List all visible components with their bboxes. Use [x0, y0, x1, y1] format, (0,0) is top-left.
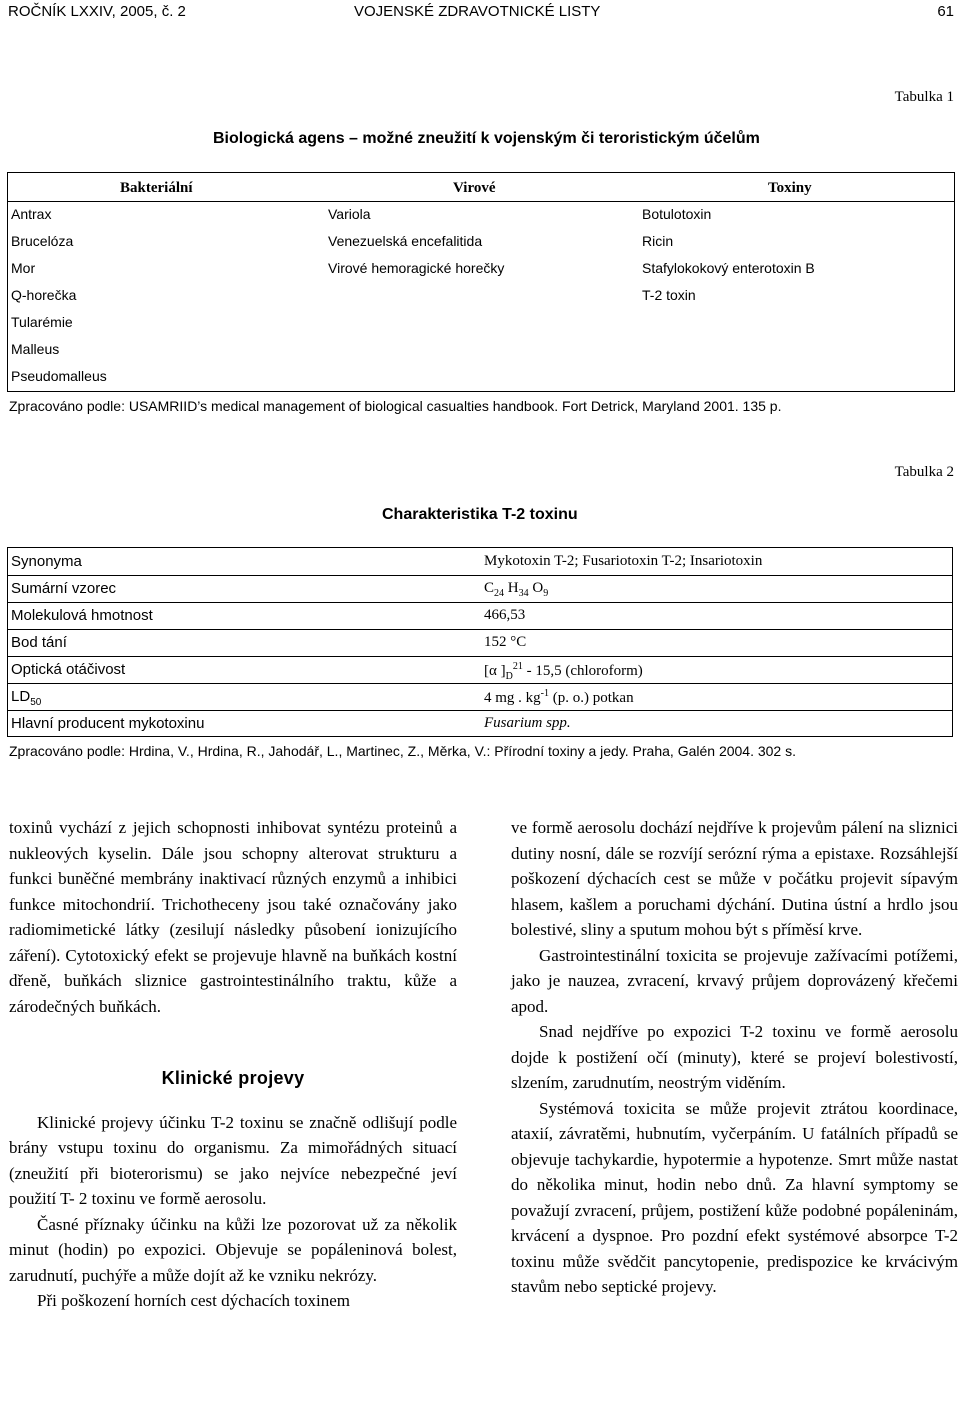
- table1-cell: Mor: [11, 260, 36, 276]
- ld-label: LD: [11, 688, 31, 705]
- rotation-symbol: [α ]: [484, 663, 506, 679]
- table1-label: Tabulka 1: [894, 89, 954, 105]
- table1-header-viral: Virové: [453, 180, 496, 196]
- table1-cell: Antrax: [11, 206, 52, 222]
- table2-row-rule: [8, 575, 952, 576]
- table1-source-note: Zpracováno podle: USAMRIID’s medical management of biological casualties handbook. Fort Detrick, Maryland 2001. 135 p.: [9, 398, 782, 414]
- table2-row-rule: [8, 602, 952, 603]
- table2: [7, 547, 953, 737]
- table1-cell: Venezuelská encefalitida: [328, 233, 483, 249]
- table2-key: Optická otáčivost: [11, 661, 126, 678]
- dose-note: (p. o.) potkan: [549, 690, 634, 706]
- table1-cell: Ricin: [642, 233, 674, 249]
- formula-element: O: [532, 580, 544, 596]
- table2-value: Fusarium spp.: [484, 715, 571, 731]
- table1-header-bacterial: Bakteriální: [120, 180, 193, 196]
- paragraph: toxinů vychází z jejich schopnosti inhibovat syntézu proteinů a nukleových kyselin. Dále jsou schopny alterovat strukturu a funkci buněčné membrány inaktivací různých enzymů a inhibici funkce mitochondrií. Trichotheceny jsou také označovány jako radiomimetické látky (zesilují následky působení ionizujícího záření). Cytotoxický efekt se projevuje hlavně na buňkách kostní dřeně, buňkách sliznice gastrointestinálního traktu, kůže a zárodečných buňkách.: [9, 818, 457, 1016]
- section-heading: Klinické projevy: [161, 1068, 305, 1088]
- ld-subscript: 50: [30, 697, 42, 708]
- table1-cell: Stafylokokový enterotoxin B: [642, 260, 815, 276]
- table1-cell: Q-horečka: [11, 287, 77, 303]
- table1-title: Biologická agens – možné zneužití k vojenským či teroristickým účelům: [213, 130, 760, 147]
- table2-key-ld50: [11, 688, 41, 708]
- running-header-left: ROČNÍK LXXIV, 2005, č. 2: [8, 3, 186, 20]
- running-header-title: VOJENSKÉ ZDRAVOTNICKÉ LISTY: [354, 3, 601, 20]
- table2-row-rule: [8, 629, 952, 630]
- table2-row-rule: [8, 656, 952, 657]
- paragraph: Snad nejdříve po expozici T-2 toxinu ve formě aerosolu dojde k postižení očí (minuty), které se projeví bolestivostí, slzením, zarudnutím, neostrým viděním.: [511, 1022, 958, 1092]
- table1-header-toxins: Toxiny: [768, 180, 812, 196]
- table2-key: Synonyma: [11, 553, 82, 570]
- table1-cell: Botulotoxin: [642, 206, 712, 222]
- table2-key: Sumární vzorec: [11, 580, 117, 597]
- paragraph: Při poškození horních cest dýchacích toxinem: [37, 1291, 350, 1310]
- table1-cell: Pseudomalleus: [11, 368, 107, 384]
- paragraph: ve formě aerosolu dochází nejdříve k projevům pálení na sliznici dutiny nosní, dále se rozvíjí serózní rýma a epistaxe. Rozsáhlejší poškození dýchacích cest se může v počátku projevit sípavým hlasem, kašlem a poruchami dýchání. Dutina ústní a hrdlo jsou bolestivé, sliny a sputum mohou být s příměsí krve.: [511, 818, 958, 939]
- table2-optical-rotation: [484, 661, 643, 682]
- rotation-subscript: D: [505, 671, 513, 682]
- dose-exponent: -1: [540, 688, 550, 699]
- table1-cell: T-2 toxin: [642, 287, 696, 303]
- formula-subscript: 24: [494, 588, 505, 599]
- formula-subscript: 9: [543, 588, 549, 599]
- table2-value: Mykotoxin T-2; Fusariotoxin T-2; Insariotoxin: [484, 553, 763, 569]
- table2-value: 152 °C: [484, 634, 527, 650]
- paragraph: Systémová toxicita se může projevit ztrátou koordinace, ataxií, závratěmi, hubnutím, vyčerpáním. U fatálních případů se objevuje tachykardie, hypotermie a hypotenze. Smrt může nastat do několika minut, hodin nebo dnů. Za hlavní symptomy se považují zvracení, průjem, postižení kůže podobné popáleninám, krvácení a dyspnoe. Pro pozdní efekt systémové absorpce T-2 toxinu může svědčit pancytopenie, predispozice ke krvácivým stavům nebo septické projevy.: [511, 1098, 958, 1296]
- table1-cell: Brucelóza: [11, 233, 74, 249]
- table2-row-rule: [8, 710, 952, 711]
- table1-cell: Virové hemoragické horečky: [328, 260, 505, 276]
- table2-title: Charakteristika T-2 toxinu: [382, 506, 578, 523]
- table2-key: Molekulová hmotnost: [11, 607, 153, 624]
- table2-formula: [484, 580, 548, 599]
- table1: [7, 172, 955, 392]
- table2-row-rule: [8, 683, 952, 684]
- table2-key: Hlavní producent mykotoxinu: [11, 715, 205, 732]
- rotation-value: - 15,5 (chloroform): [522, 663, 643, 679]
- table1-header-rule: [8, 201, 954, 202]
- table1-cell: Malleus: [11, 341, 60, 357]
- table1-cell: Variola: [328, 206, 371, 222]
- paragraph: Časné příznaky účinku na kůži lze pozorovat už za několik minut (hodin) po expozici. Objevuje se popáleninová bolest, zarudnutí, puchýře a může dojít až ke vzniku nekrózy.: [9, 1214, 457, 1285]
- table2-dose: [484, 688, 634, 707]
- formula-element: C: [484, 580, 495, 596]
- table2-value: 466,53: [484, 607, 526, 623]
- paragraph: Gastrointestinální toxicita se projevuje zažívacími potížemi, jako je nauzea, zvracení, krvavý průjem doprovázený křečemi apod.: [511, 945, 958, 1016]
- paragraph: Klinické projevy účinku T-2 toxinu se značně odlišují podle brány vstupu toxinu do organismu. Za mimořádných situací (zneužití při bioterorismu) se jako nejvíce nebezpečné jeví použití T- 2 toxinu ve formě aerosolu.: [9, 1112, 457, 1208]
- text-column-left: [9, 815, 457, 1314]
- text-column-right: [511, 815, 958, 1300]
- table2-label: Tabulka 2: [894, 464, 954, 480]
- dose-value: 4 mg . kg: [484, 690, 541, 706]
- table1-cell: Tularémie: [11, 314, 73, 330]
- rotation-superscript: 21: [512, 661, 523, 672]
- page-number: 61: [937, 3, 954, 20]
- table2-key: Bod tání: [11, 634, 67, 651]
- formula-subscript: 34: [518, 588, 529, 599]
- formula-element: H: [507, 580, 519, 596]
- table2-source-note: Zpracováno podle: Hrdina, V., Hrdina, R., Jahodář, L., Martinec, Z., Měrka, V.: Přírodní toxiny a jedy. Praha, Galén 2004. 302 s.: [9, 743, 797, 759]
